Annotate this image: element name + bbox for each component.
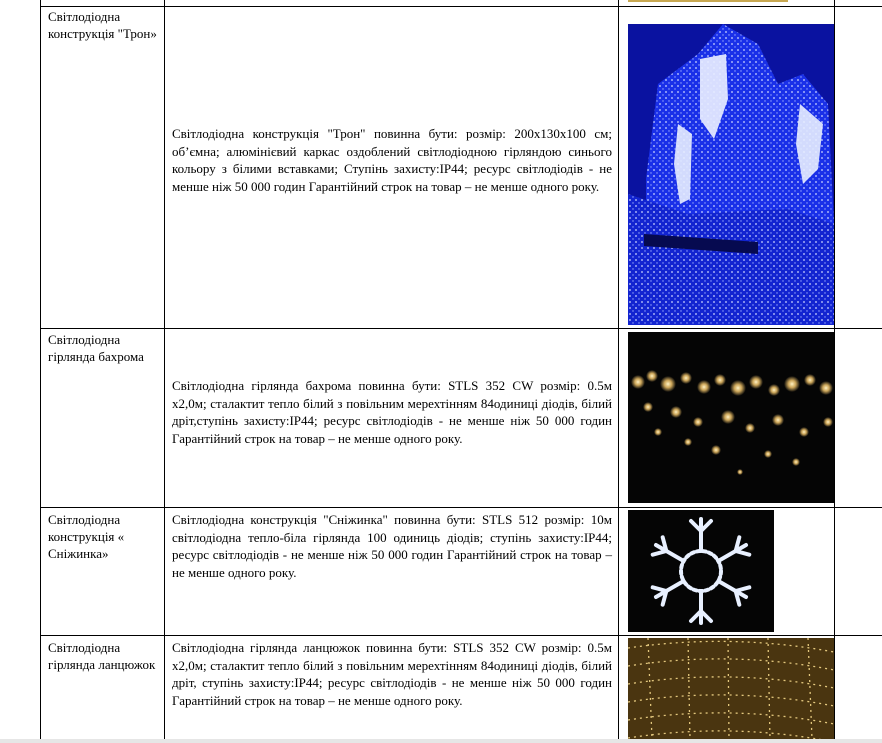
row-border (40, 328, 882, 329)
row-border (40, 635, 882, 636)
snowflake-photo-icon (628, 510, 774, 632)
row-1-description: Світлодіодна конструкція "Трон" повинна бути: розмір: 200х130х100 см; об’ємна; алюмінієвий каркас оздоблений світлодіодною гірляндою синього кольору з білими вставками; Ступінь захисту:IP44; ресурс світлодіодів - не менше ніж 50 000 годин Гарантійний строк на товар – не менше одного року. (172, 126, 612, 194)
page-bottom-edge (0, 739, 882, 743)
throne-photo-icon (628, 24, 834, 325)
chain-garland-photo-icon (628, 638, 834, 739)
column-border (618, 0, 619, 739)
row-3-description: Світлодіодна конструкція "Сніжинка" повинна бути: STLS 512 розмір: 10м світлодіодна тепло-біла гірлянда 100 одиниць діодів; ступінь захисту:IP44; ресурс світлодіодів - не менше ніж 50 000 годин Гарантійний строк на товар – не менше одного року. (172, 512, 612, 580)
row-4-description: Світлодіодна гірлянда ланцюжок повинна бути: STLS 352 CW розмір: 0.5м х2,0м; сталактит тепло білий з повільним мерехтінням 84одиниці діодів, білий дріт, ступінь захисту:IP44; ресурс світлодіодів - не менше ніж 50 000 годин Гарантійний строк на товар – не менше одного року. (172, 640, 612, 708)
column-border (164, 0, 165, 739)
row-3-name: Світлодіодна конструкція « Сніжинка» (48, 512, 125, 561)
row-2-name: Світлодіодна гірлянда бахрома (48, 332, 144, 364)
previous-image-edge (628, 0, 788, 2)
row-2-description: Світлодіодна гірлянда бахрома повинна бути: STLS 352 CW розмір: 0.5м х2,0м; сталактит тепло білий з повільним мерехтінням 84одиниці діодів, білий дріт,ступінь захисту:IP44; ресурс світлодіодів - не менше ніж 50 000 годин Гарантійний строк на товар – не менше одного року. (172, 378, 612, 446)
row-border (40, 6, 882, 7)
row-4-name: Світлодіодна гірлянда ланцюжок (48, 640, 156, 672)
row-1-name: Світлодіодна конструкція "Трон» (48, 9, 157, 41)
row-border (40, 507, 882, 508)
column-border (834, 0, 835, 739)
column-border (40, 0, 41, 739)
fringe-garland-photo-icon (628, 332, 834, 503)
